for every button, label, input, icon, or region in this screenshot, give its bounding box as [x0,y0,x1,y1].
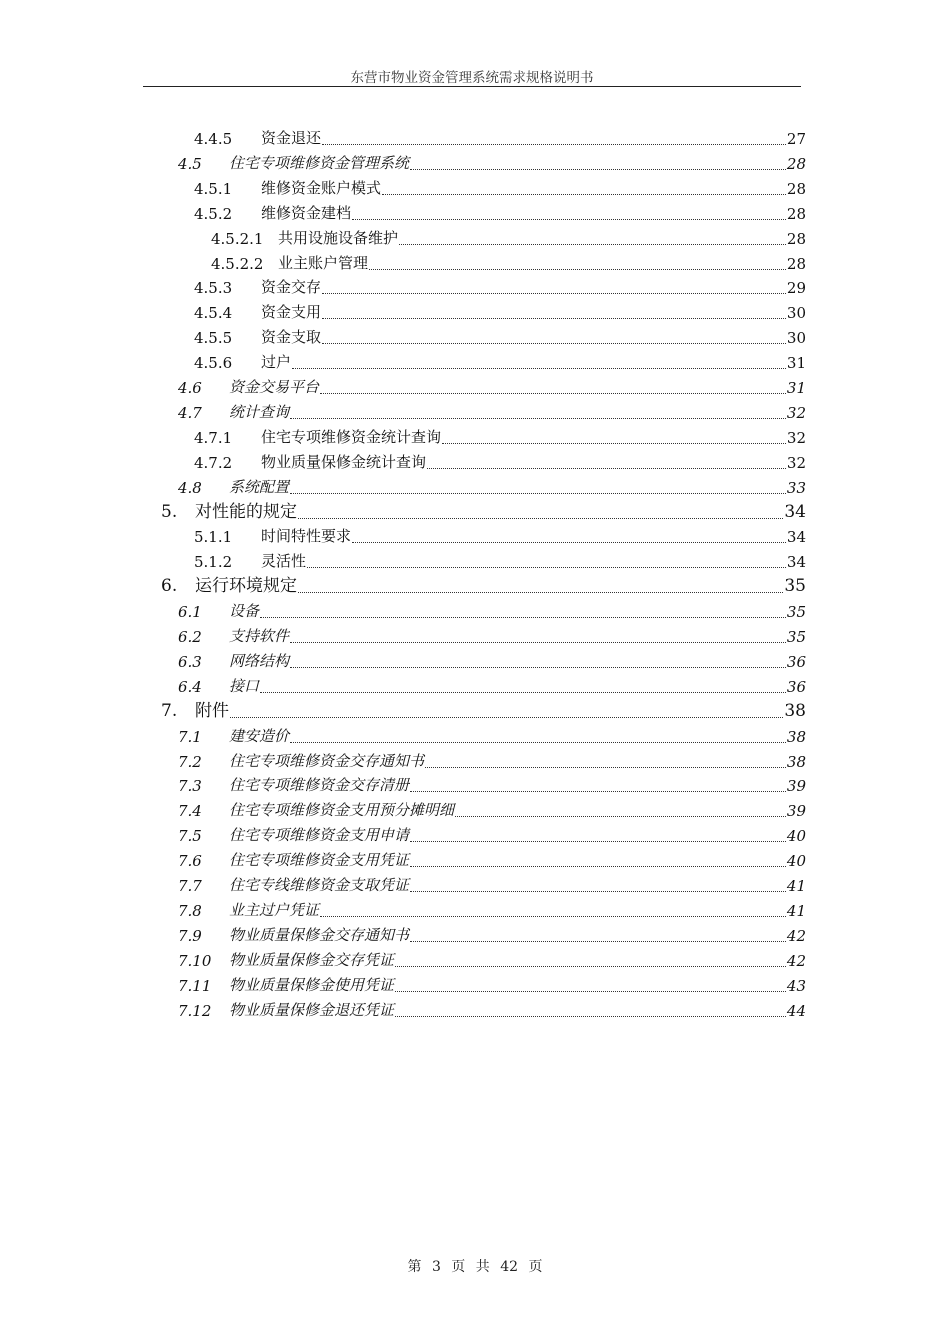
toc-entry[interactable] [178,375,806,397]
toc-entry[interactable] [178,873,806,895]
toc-entry-number: 5.1.2 [194,553,233,572]
toc-entry[interactable] [178,475,806,497]
toc-entry-title: 维修资金账户模式 [261,178,382,197]
toc-entry-title: 维修资金建档 [261,203,352,222]
toc-leader-dots [425,752,786,768]
toc-leader-dots [399,229,786,245]
toc-entry-page: 32 [786,453,806,472]
toc-entry-number: 7. [161,700,178,721]
toc-entry-title: 住宅专项维修资金支用预分摊明细 [229,801,455,820]
toc-entry-title: 时间特性要求 [261,527,352,546]
toc-leader-dots [410,926,786,942]
toc-entry[interactable] [194,450,806,472]
toc-entry[interactable] [178,674,806,696]
toc-entry[interactable] [178,773,806,795]
toc-entry-page: 31 [786,379,806,397]
toc-entry-page: 42 [786,951,806,970]
toc-entry-number: 7.9 [178,926,202,945]
toc-entry-title: 物业质量保修金使用凭证 [229,975,395,994]
toc-entry-title: 住宅专项维修资金支用申请 [229,826,410,845]
toc-entry-page: 40 [786,827,806,846]
page-header-title: 东营市物业资金管理系统需求规格说明书 [350,70,594,86]
toc-entry-number: 6.3 [178,652,202,671]
toc-entry[interactable] [194,201,806,223]
toc-leader-dots [298,501,783,519]
toc-entry-title: 资金支取 [261,328,322,347]
toc-entry-title: 资金交存 [261,278,322,297]
header-divider [143,86,801,87]
toc-entry-page: 35 [786,628,806,646]
toc-entry[interactable] [194,325,806,347]
toc-leader-dots [290,478,786,494]
toc-entry[interactable] [178,749,806,771]
toc-entry-page: 41 [786,877,806,895]
toc-entry-title: 物业质量保修金交存通知书 [229,925,410,944]
toc-entry-page: 44 [786,1001,806,1020]
toc-entry-number: 6. [161,576,178,597]
toc-entry[interactable] [178,923,806,945]
toc-entry-title: 资金支用 [261,303,322,322]
toc-entry-page: 39 [786,802,806,821]
toc-entry[interactable] [194,524,806,546]
toc-leader-dots [410,876,786,892]
toc-entry-number: 7.11 [178,976,212,995]
toc-entry-page: 28 [786,254,806,273]
toc-entry[interactable] [211,226,806,248]
toc-leader-dots [369,254,786,270]
toc-entry-page: 30 [786,329,806,348]
toc-entry-page: 32 [786,403,806,422]
toc-leader-dots [260,602,786,618]
toc-entry-title: 物业质量保修金统计查询 [261,452,427,471]
toc-entry[interactable] [178,624,806,646]
toc-entry[interactable] [178,898,806,920]
toc-entry-page: 36 [786,677,806,696]
toc-entry-page: 35 [786,603,806,622]
toc-entry[interactable] [194,300,806,322]
toc-entry[interactable] [178,798,806,820]
toc-entry-page: 41 [786,901,806,920]
toc-entry-number: 7.3 [178,777,202,796]
toc-entry-number: 6.2 [178,628,202,646]
toc-entry-number: 4.8 [178,478,202,497]
toc-entry-number: 6.4 [178,677,202,696]
toc-leader-dots [230,700,783,718]
toc-leader-dots [382,179,786,195]
toc-entry-number: 7.1 [178,727,202,746]
toc-entry-title: 共用设施设备维护 [278,228,399,247]
toc-entry-title: 设备 [229,602,260,621]
toc-leader-dots [307,552,786,568]
toc-entry-page: 28 [786,204,806,223]
toc-entry-number: 4.5.5 [194,329,233,348]
toc-entry-page: 38 [786,752,806,771]
toc-entry-title: 住宅专项维修资金交存清册 [229,776,410,795]
toc-leader-dots [395,976,786,992]
toc-entry-number: 5.1.1 [194,528,233,547]
toc-entry-number: 7.8 [178,901,202,920]
toc-leader-dots [322,278,786,294]
toc-leader-dots [442,428,786,444]
toc-entry-number: 7.7 [178,877,202,895]
toc-entry-number: 4.7.2 [194,453,233,472]
toc-entry-number: 5. [161,501,178,522]
toc-leader-dots [352,527,786,543]
toc-entry-title: 过户 [261,353,292,372]
toc-entry-number: 4.6 [178,379,202,397]
toc-entry-page: 33 [786,478,806,497]
toc-entry-page: 43 [786,976,806,995]
toc-entry-number: 7.2 [178,752,202,771]
toc-entry-number: 4.7.1 [194,428,233,447]
toc-entry[interactable] [161,574,806,596]
toc-leader-dots [322,303,786,319]
toc-entry[interactable] [178,848,806,870]
toc-entry[interactable] [161,699,806,721]
toc-entry-page: 36 [786,652,806,671]
toc-entry-title: 运行环境规定 [195,576,297,597]
toc-entry-title: 住宅专线维修资金支取凭证 [229,876,410,894]
toc-entry-number: 7.12 [178,1001,212,1020]
toc-entry-page: 29 [786,279,806,298]
toc-entry-number: 7.4 [178,802,202,821]
toc-entry-title: 资金交易平台 [229,378,320,396]
toc-entry-page: 34 [786,553,806,572]
page-footer: 第 3 页 共 42 页 [407,1259,543,1275]
toc-entry-title: 物业质量保修金交存凭证 [229,950,395,969]
toc-entry-number: 4.5.3 [194,279,233,298]
toc-entry-number: 4.5.6 [194,354,233,373]
toc-entry[interactable] [178,948,806,970]
toc-leader-dots [290,727,786,743]
toc-entry-page: 28 [786,154,806,173]
toc-leader-dots [290,403,786,419]
toc-leader-dots [352,204,786,220]
toc-leader-dots [292,353,786,369]
toc-entry-page: 28 [786,179,806,198]
toc-entry-page: 39 [786,777,806,796]
toc-leader-dots [322,129,786,145]
toc-leader-dots [320,901,786,917]
toc-entry-page: 42 [786,926,806,945]
toc-entry-title: 住宅专项维修资金管理系统 [229,153,410,172]
toc-entry[interactable] [194,425,806,447]
toc-entry-title: 灵活性 [261,552,307,571]
toc-leader-dots [298,575,783,593]
toc-entry-title: 支持软件 [229,627,290,645]
toc-entry[interactable] [194,176,806,198]
toc-entry-title: 网络结构 [229,651,290,670]
toc-leader-dots [427,453,786,469]
toc-entry-title: 业主账户管理 [278,253,369,272]
toc-entry[interactable] [178,400,806,422]
toc-entry-page: 32 [786,428,806,447]
toc-entry-page: 27 [786,130,806,148]
toc-entry[interactable] [178,151,806,173]
toc-leader-dots [290,652,786,668]
toc-leader-dots [410,826,786,842]
toc-leader-dots [395,1001,786,1017]
toc-entry-number: 7.10 [178,951,212,970]
toc-entry[interactable] [194,275,806,297]
toc-entry-page: 31 [786,354,806,373]
toc-entry-page: 28 [786,229,806,248]
toc-entry-number: 4.5.2.2 [211,254,264,273]
toc-entry-page: 38 [784,700,806,721]
toc-entry-number: 7.5 [178,827,202,846]
toc-entry-title: 对性能的规定 [195,501,297,522]
toc-entry[interactable] [211,251,806,273]
toc-entry-page: 30 [786,304,806,323]
toc-entry[interactable] [178,649,806,671]
toc-leader-dots [410,851,786,867]
toc-entry-page: 34 [786,528,806,547]
toc-entry-title: 住宅专项维修资金交存通知书 [229,751,425,770]
toc-leader-dots [410,154,786,170]
toc-leader-dots [395,951,786,967]
toc-entry-number: 7.6 [178,852,202,871]
toc-entry-page: 40 [786,852,806,871]
toc-entry-title: 住宅专项维修资金支用凭证 [229,851,410,870]
toc-leader-dots [322,328,786,344]
toc-entry-number: 4.5.2.1 [211,229,264,248]
toc-entry-number: 4.5.1 [194,179,233,198]
toc-entry-title: 统计查询 [229,402,290,421]
toc-entry[interactable] [178,724,806,746]
toc-entry[interactable] [194,350,806,372]
toc-entry-title: 物业质量保修金退还凭证 [229,1000,395,1019]
toc-leader-dots [455,801,786,817]
toc-entry-title: 资金退还 [261,129,322,147]
toc-entry-number: 6.1 [178,603,202,622]
toc-leader-dots [260,677,786,693]
toc-entry-page: 35 [784,576,806,597]
toc-entry[interactable] [194,549,806,571]
toc-entry-title: 建安造价 [229,726,290,745]
toc-entry-number: 4.4.5 [194,130,233,148]
toc-entry-title: 住宅专项维修资金统计查询 [261,427,442,446]
toc-entry[interactable] [194,126,806,148]
toc-entry-title: 接口 [229,676,260,695]
toc-entry-number: 4.5.4 [194,304,233,323]
toc-entry[interactable] [178,823,806,845]
toc-leader-dots [410,776,786,792]
toc-entry[interactable] [161,500,806,522]
toc-entry[interactable] [178,998,806,1020]
toc-entry-number: 4.5 [178,154,202,173]
toc-entry-number: 4.5.2 [194,204,233,223]
toc-leader-dots [320,378,786,394]
toc-entry[interactable] [178,973,806,995]
toc-entry-title: 附件 [195,700,229,721]
toc-entry-number: 4.7 [178,403,202,422]
toc-entry-title: 系统配置 [229,477,290,496]
toc-leader-dots [290,627,786,643]
toc-entry-page: 38 [786,727,806,746]
toc-entry[interactable] [178,599,806,621]
toc-entry-title: 业主过户凭证 [229,900,320,919]
toc-entry-page: 34 [784,501,806,522]
